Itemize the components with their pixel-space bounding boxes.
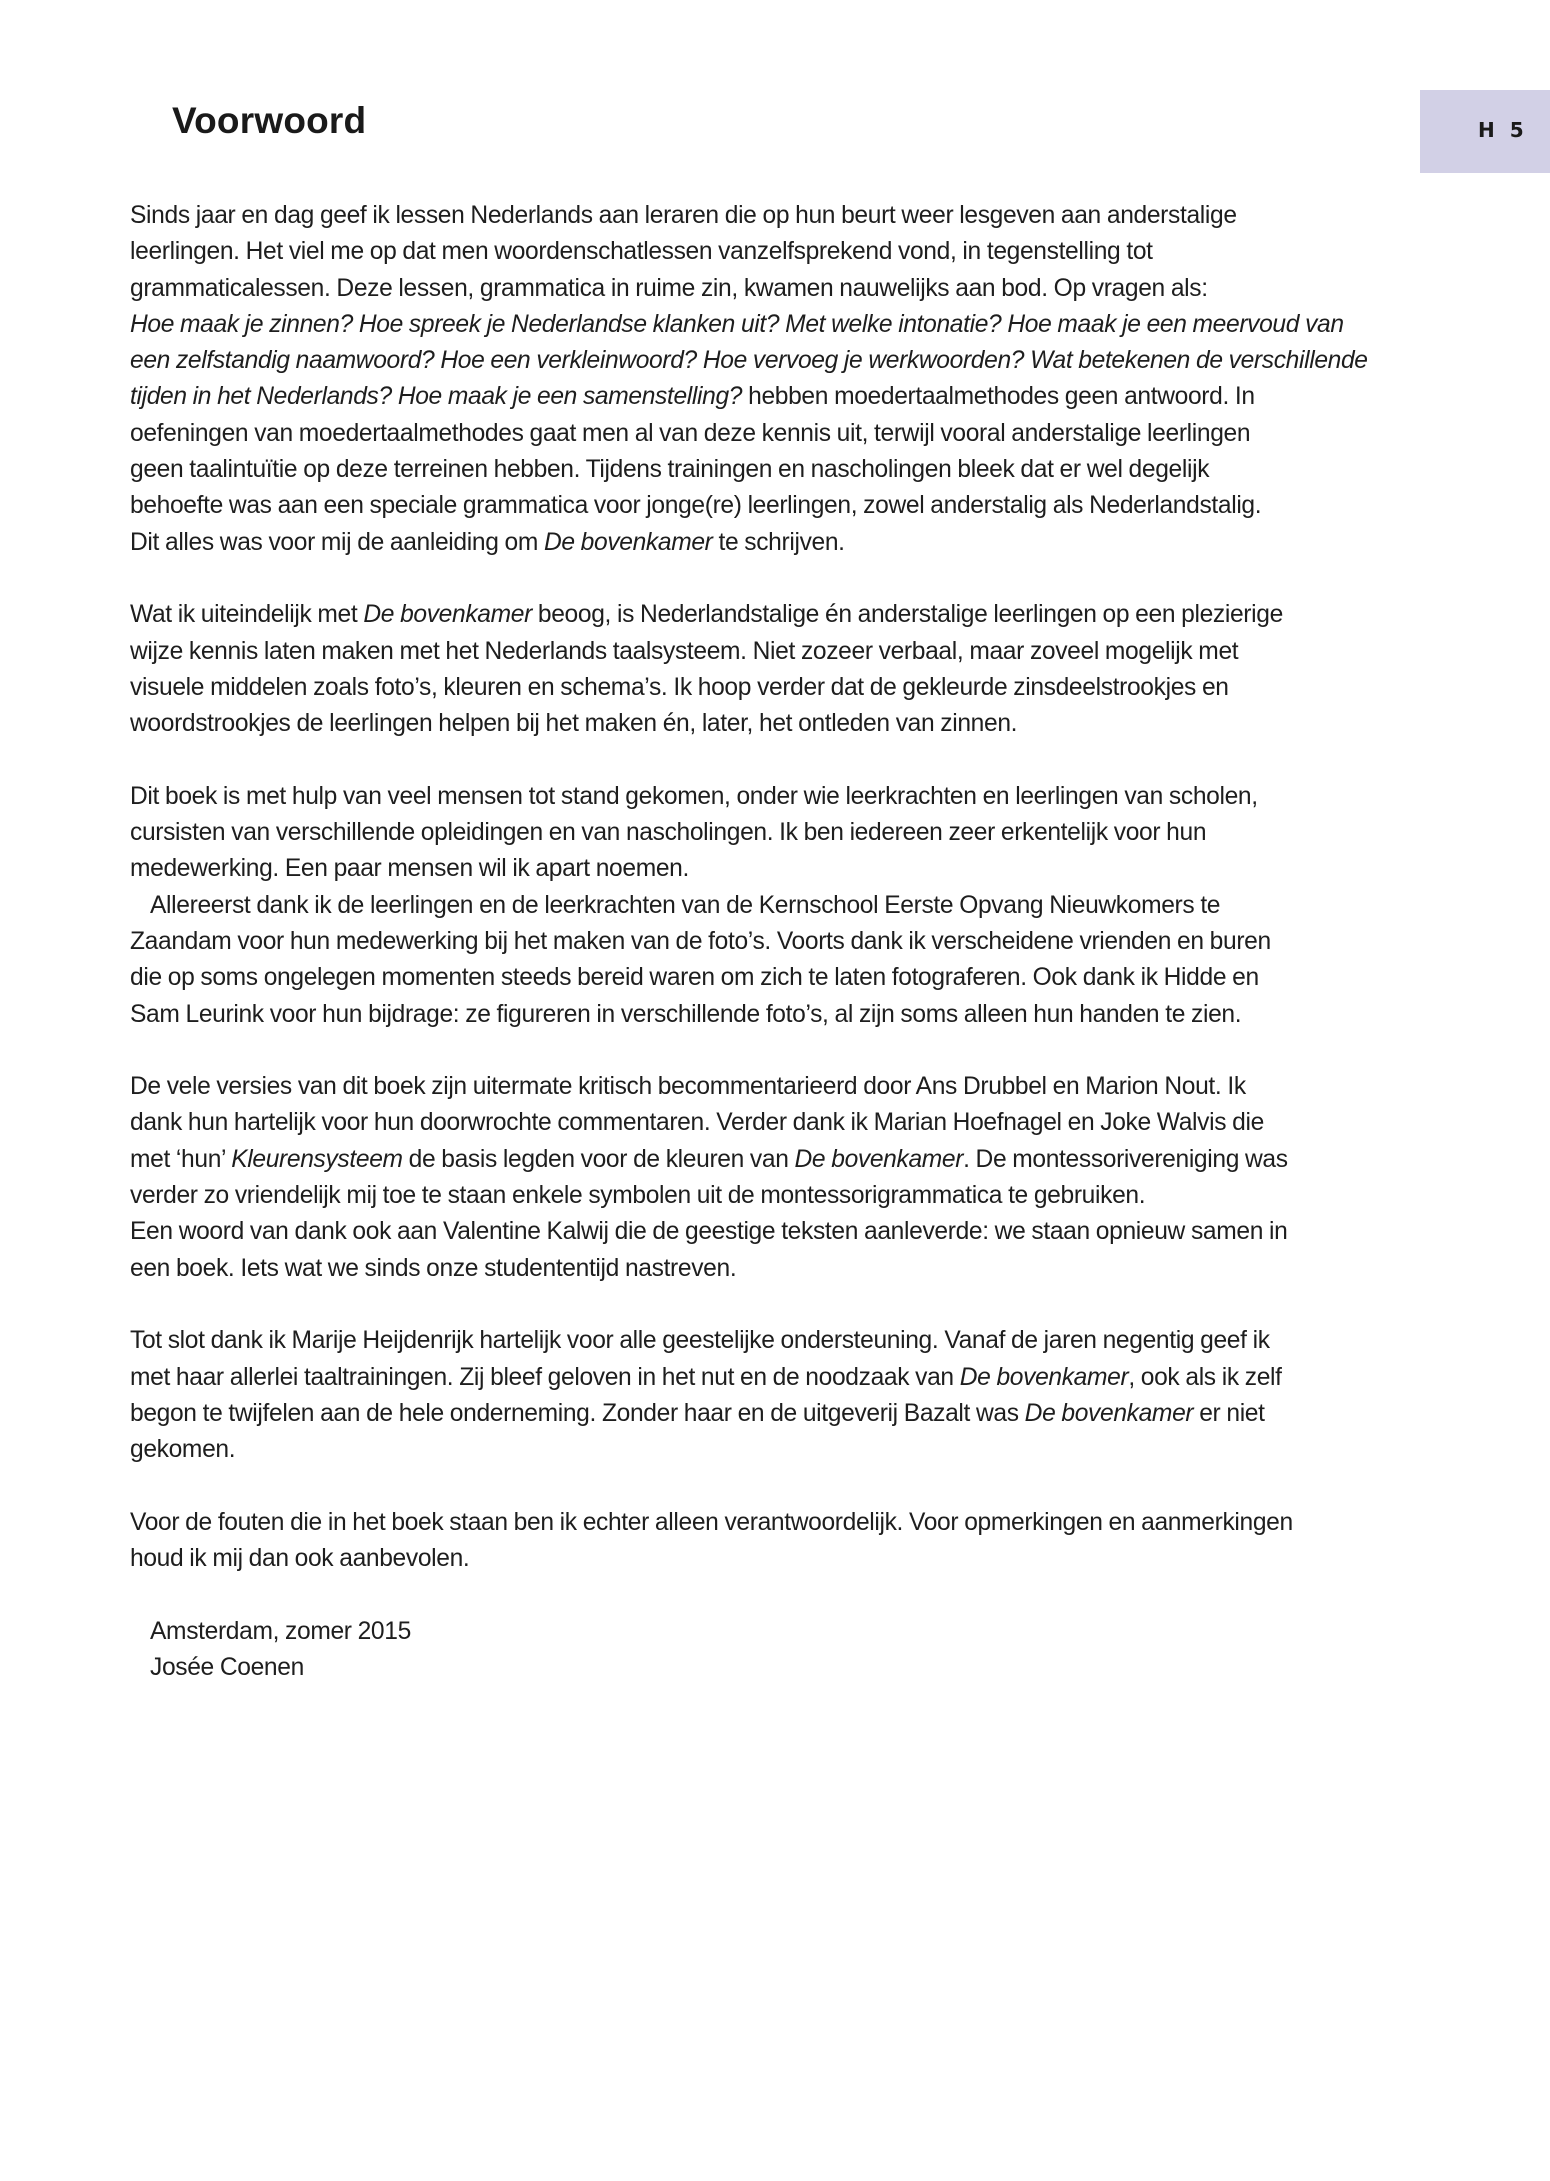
italic-text: tijden in het Nederlands? Hoe maak je een samenstelling? — [130, 383, 743, 411]
text-segment: . De montessorivereniging was — [963, 1145, 1288, 1173]
text-line — [130, 1505, 1420, 1541]
text-line — [130, 525, 1420, 561]
text-segment: de basis legden voor de kleuren van — [402, 1145, 795, 1173]
text-line — [130, 997, 1420, 1033]
italic-text: Kleurensysteem — [231, 1145, 403, 1173]
page-tab — [1420, 90, 1550, 173]
text-segment: medewerking. Een paar mensen wil ik apart noemen. — [130, 855, 689, 883]
text-line — [130, 234, 1420, 270]
text-segment: visuele middelen zoals foto’s, kleuren en schema’s. Ik hoop verder dat de gekleurde zinsdeelstrookjes en — [130, 673, 1229, 701]
text-line — [130, 779, 1420, 815]
text-segment: Een woord van dank ook aan Valentine Kalwij die de geestige teksten aanleverde: we staan opnieuw samen in — [130, 1218, 1288, 1246]
text-line — [130, 1105, 1420, 1141]
italic-text: De bovenkamer — [959, 1363, 1129, 1391]
text-line — [130, 851, 1420, 887]
text-line — [130, 634, 1420, 670]
text-line — [130, 815, 1420, 851]
text-line — [130, 1069, 1420, 1105]
text-segment: houd ik mij dan ook aanbevolen. — [130, 1544, 470, 1572]
signature — [130, 1614, 1420, 1687]
text-segment: oefeningen van moedertaalmethodes gaat men al van deze kennis uit, terwijl vooral anderstalige leerlingen — [130, 419, 1251, 447]
text-segment: behoefte was aan een speciale grammatica voor jonge(re) leerlingen, zowel anderstalig als Nederlandstalig. — [130, 492, 1262, 520]
italic-text: Hoe maak je zinnen? Hoe spreek je Nederlandse klanken uit? Met welke intonatie? Hoe maak je een meervoud van — [130, 310, 1344, 338]
text-segment: woordstrookjes de leerlingen helpen bij het maken én, later, het ontleden van zinnen. — [130, 710, 1018, 738]
paragraph — [130, 1505, 1420, 1578]
text-line — [130, 379, 1420, 415]
signature-author: Josée Coenen — [150, 1653, 304, 1681]
page-tab-label: H 5 — [1478, 118, 1528, 142]
text-line — [130, 1251, 1420, 1287]
signature-place-date: Amsterdam, zomer 2015 — [150, 1617, 411, 1645]
text-segment: Dit alles was voor mij de aanleiding om — [130, 528, 544, 556]
text-line — [130, 198, 1420, 234]
page-title: Voorwoord — [172, 100, 367, 141]
text-segment: leerlingen. Het viel me op dat men woordenschatlessen vanzelfsprekend vond, in tegenstelling tot — [130, 238, 1153, 266]
text-segment: Tot slot dank ik Marije Heijdenrijk hartelijk voor alle geestelijke ondersteuning. Vanaf de jaren negentig geef ik — [130, 1327, 1270, 1355]
text-segment: Zaandam voor hun medewerking bij het maken van de foto’s. Voorts dank ik verscheidene vrienden en buren — [130, 927, 1271, 955]
paragraph — [130, 779, 1420, 1033]
text-segment: Allereerst dank ik de leerlingen en de leerkrachten van de Kernschool Eerste Opvang Nieuwkomers te — [150, 891, 1221, 919]
text-line — [130, 960, 1420, 996]
text-segment: Wat ik uiteindelijk met — [130, 601, 364, 629]
text-segment: met ‘hun’ — [130, 1145, 232, 1173]
text-segment: beoog, is Nederlandstalige én anderstalige leerlingen op een plezierige — [531, 601, 1283, 629]
italic-text: De bovenkamer — [543, 528, 713, 556]
paragraph — [130, 1323, 1420, 1468]
text-line — [130, 1323, 1420, 1359]
text-segment: geen taalintuïtie op deze terreinen hebben. Tijdens trainingen en nascholingen bleek dat er wel degelijk — [130, 456, 1210, 484]
text-segment: grammaticalessen. Deze lessen, grammatica in ruime zin, kwamen nauwelijks aan bod. Op vragen als: — [130, 274, 1208, 302]
text-segment: De vele versies van dit boek zijn uitermate kritisch becommentarieerd door Ans Drubbel en Marion Nout. Ik — [130, 1073, 1246, 1101]
text-segment: een boek. Iets wat we sinds onze studententijd nastreven. — [130, 1254, 737, 1282]
text-segment: cursisten van verschillende opleidingen en van nascholingen. Ik ben iedereen zeer erkentelijk voor hun — [130, 819, 1207, 847]
text-segment: verder zo vriendelijk mij toe te staan enkele symbolen uit de montessorigrammatica te gebruiken. — [130, 1182, 1146, 1210]
text-line — [130, 452, 1420, 488]
text-line — [130, 706, 1420, 742]
paragraphs — [130, 198, 1420, 1577]
italic-text: De bovenkamer — [1024, 1399, 1194, 1427]
text-line — [130, 488, 1420, 524]
text-line — [130, 307, 1420, 343]
text-segment: Sam Leurink voor hun bijdrage: ze figureren in verschillende foto’s, al zijn soms alleen hun handen te zien. — [130, 1000, 1242, 1028]
text-line — [130, 1541, 1420, 1577]
text-segment: er niet — [1193, 1399, 1265, 1427]
paragraph — [130, 1069, 1420, 1287]
paragraph — [130, 198, 1420, 561]
text-segment: wijze kennis laten maken met het Nederlands taalsysteem. Niet zozeer verbaal, maar zoveel mogelijk met — [130, 637, 1239, 665]
text-line — [130, 416, 1420, 452]
text-line — [130, 1178, 1420, 1214]
text-line — [130, 888, 1420, 924]
text-segment: gekomen. — [130, 1436, 236, 1464]
text-segment: met haar allerlei taaltrainingen. Zij bleef geloven in het nut en de noodzaak van — [130, 1363, 960, 1391]
text-segment: Sinds jaar en dag geef ik lessen Nederlands aan leraren die op hun beurt weer lesgeven aan anderstalige — [130, 202, 1237, 229]
body-text — [130, 198, 1420, 1686]
text-line — [130, 1360, 1420, 1396]
italic-text: De bovenkamer — [363, 601, 532, 629]
text-line — [130, 1396, 1420, 1432]
text-segment: , ook als ik zelf — [1128, 1363, 1282, 1391]
text-line — [130, 670, 1420, 706]
text-segment: Dit boek is met hulp van veel mensen tot stand gekomen, onder wie leerkrachten en leerlingen van scholen, — [130, 782, 1258, 810]
italic-text: een zelfstandig naamwoord? Hoe een verkleinwoord? Hoe vervoeg je werkwoorden? Wat betekenen de verschillende — [130, 347, 1368, 375]
text-line — [130, 1432, 1420, 1468]
text-line — [130, 1214, 1420, 1250]
paragraph — [130, 597, 1420, 742]
text-segment: die op soms ongelegen momenten steeds bereid waren om zich te laten fotograferen. Ook dank ik Hidde en — [130, 964, 1259, 992]
italic-text: De bovenkamer — [794, 1145, 964, 1173]
text-line — [130, 597, 1420, 633]
text-line — [130, 343, 1420, 379]
text-line — [130, 1142, 1420, 1178]
text-segment: te schrijven. — [712, 528, 845, 556]
text-segment: dank hun hartelijk voor hun doorwrochte commentaren. Verder dank ik Marian Hoefnagel en Joke Walvis die — [130, 1109, 1264, 1137]
text-line — [130, 271, 1420, 307]
text-segment: hebben moedertaalmethodes geen antwoord. In — [742, 383, 1255, 411]
text-line — [130, 924, 1420, 960]
text-segment: begon te twijfelen aan de hele onderneming. Zonder haar en de uitgeverij Bazalt was — [130, 1399, 1025, 1427]
text-segment: Voor de fouten die in het boek staan ben ik echter alleen verantwoordelijk. Voor opmerkingen en aanmerkingen — [130, 1508, 1293, 1536]
